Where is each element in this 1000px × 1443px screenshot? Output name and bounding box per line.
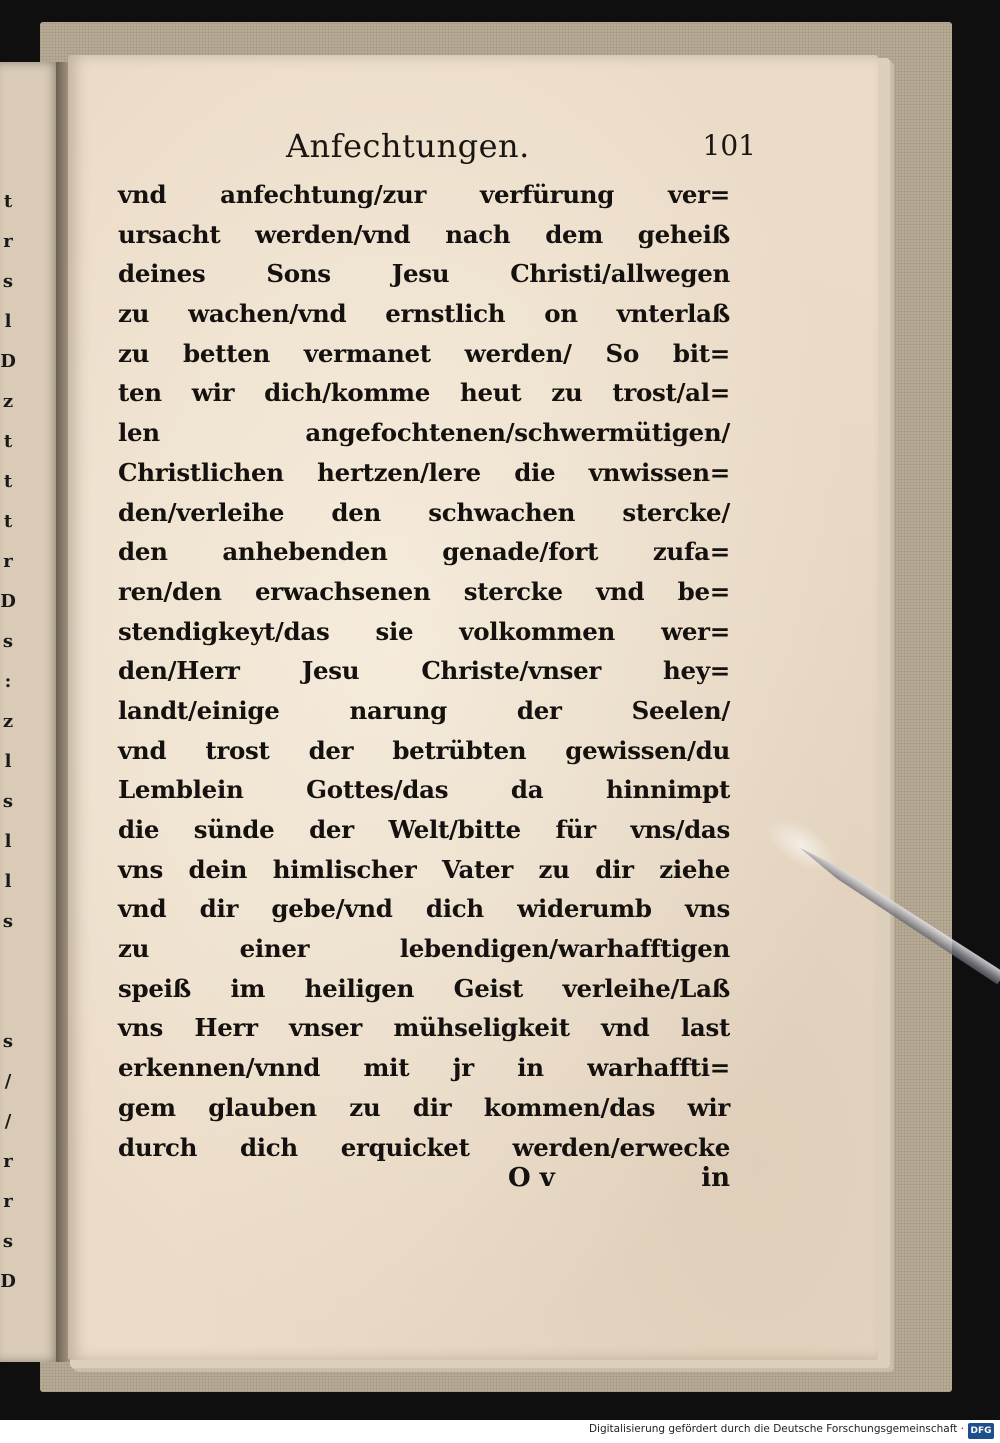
text-line: speiß im heiligen Geist verleihe/Laß: [118, 973, 730, 1003]
text-block: [118, 175, 730, 1167]
text-line: ren/den erwachsenen stercke vnd be=: [118, 576, 730, 606]
text-line: ursacht werden/vnd nach dem geheiß: [118, 219, 730, 249]
text-line: erkennen/vnnd mit jr in warhaffti=: [118, 1053, 730, 1083]
text-line: vnd trost der betrübten gewissen/du: [118, 735, 730, 765]
footer-credit-bar: [0, 1420, 1000, 1443]
text-line: landt/einige narung der Seelen/: [118, 695, 730, 725]
text-line: vns Herr vnser mühseligkeit vnd last: [118, 1013, 730, 1043]
text-line: stendigkeyt/das sie volkommen wer=: [118, 616, 730, 646]
text-line: Christlichen hertzen/lere die vnwissen=: [118, 457, 730, 487]
running-title: Anfechtungen.: [286, 127, 530, 165]
text-line: zu wachen/vnd ernstlich on vnterlaß: [118, 299, 730, 329]
text-line: den anhebenden genade/fort zufa=: [118, 537, 730, 567]
text-line: len angefochtenen/schwermütigen/: [118, 418, 730, 448]
left-facing-page: [0, 62, 60, 1362]
text-line: vns dein himlischer Vater zu dir ziehe: [118, 854, 730, 884]
page-number: 101: [702, 129, 756, 162]
text-line: vnd dir gebe/vnd dich widerumb vns: [118, 894, 730, 924]
text-line: zu einer lebendigen/warhafftigen: [118, 934, 730, 964]
text-line: gem glauben zu dir kommen/das wir: [118, 1092, 730, 1122]
dfg-logo-icon: DFG: [968, 1423, 994, 1439]
text-line: vnd anfechtung/zur verfürung ver=: [118, 180, 730, 209]
signature-mark: O v: [508, 1163, 555, 1193]
footer-credit-text: Digitalisierung gefördert durch die Deutsche Forschungsgemeinschaft ·: [588, 1423, 964, 1435]
text-line: die sünde der Welt/bitte für vns/das: [118, 815, 730, 844]
text-line: deines Sons Jesu Christi/allwegen: [118, 259, 730, 289]
catchword: in: [701, 1163, 730, 1193]
text-line: zu betten vermanet werden/ So bit=: [118, 338, 730, 368]
left-page-edge-letters: t r s l D z t t t r D s : z l s l l s s / / r r s D: [0, 191, 16, 1292]
text-line: den/verleihe den schwachen stercke/: [118, 497, 730, 527]
text-line: durch dich erquicket werden/erwecke: [118, 1132, 730, 1162]
book-page: [68, 55, 878, 1360]
text-line: den/Herr Jesu Christe/vnser hey=: [118, 656, 730, 686]
text-line: Lemblein Gottes/das da hinnimpt: [118, 775, 730, 805]
page-header: [286, 127, 756, 177]
signature-line: [118, 1163, 730, 1203]
text-line: ten wir dich/komme heut zu trost/al=: [118, 378, 730, 408]
